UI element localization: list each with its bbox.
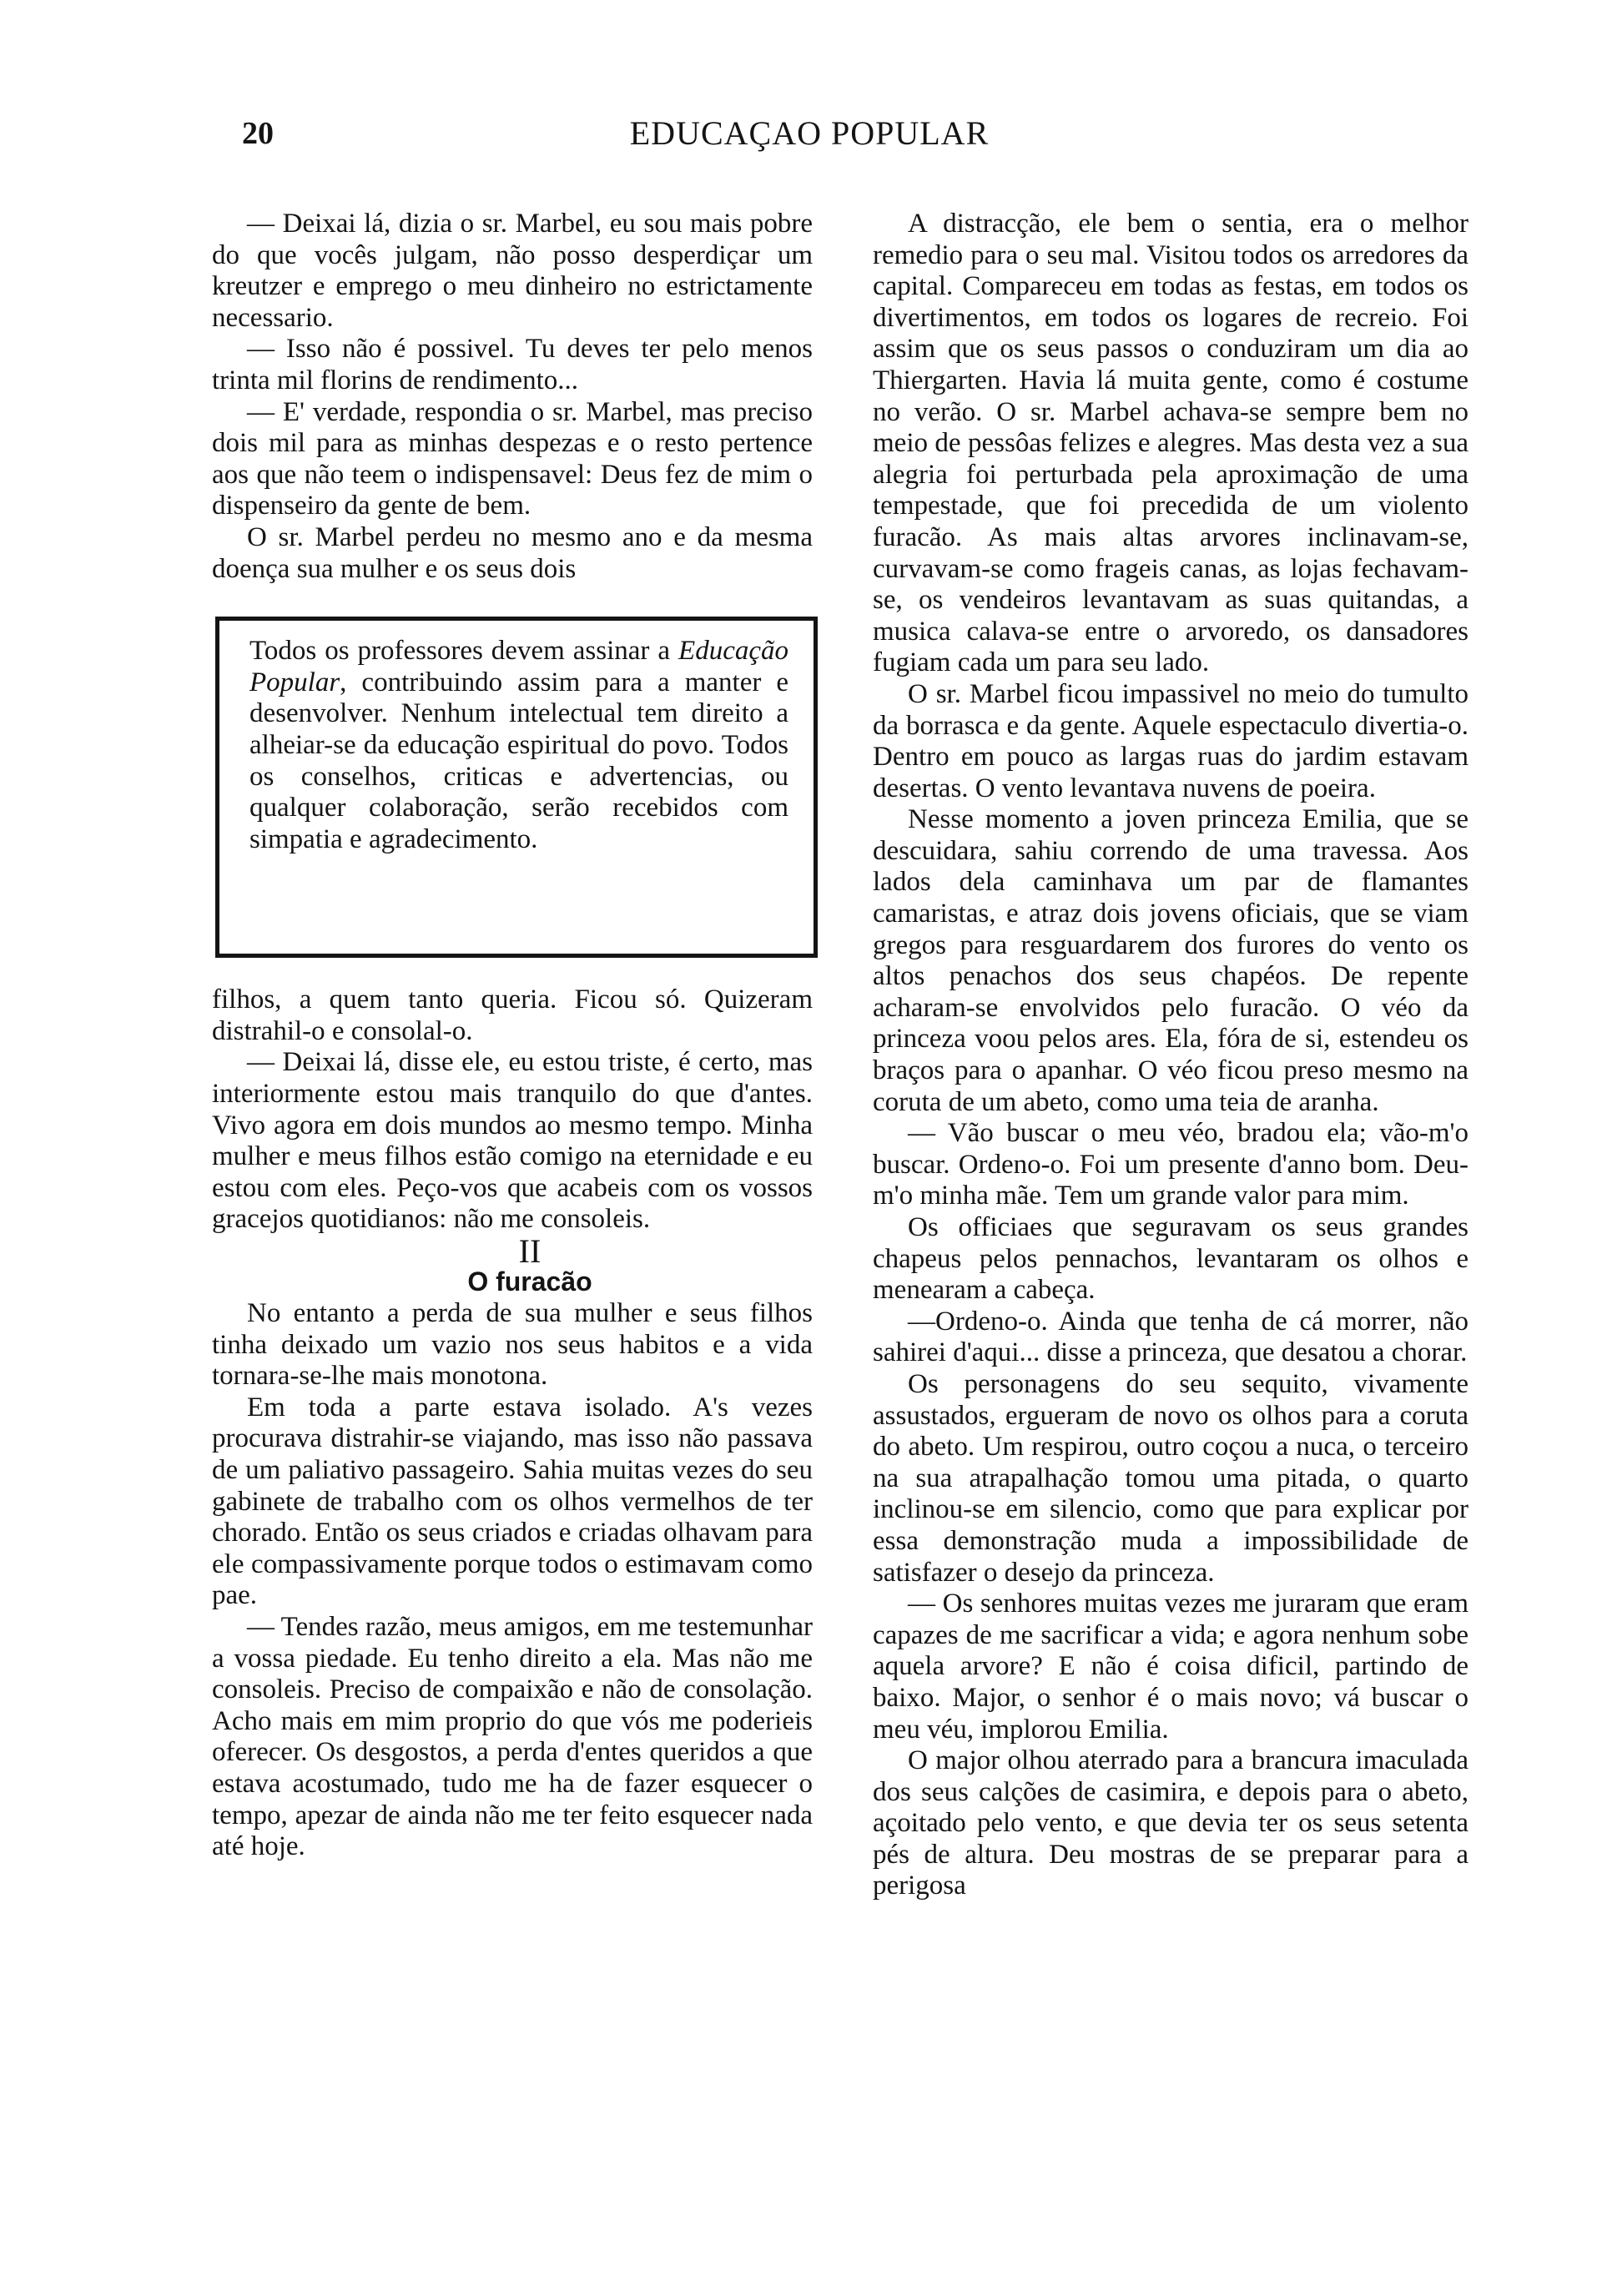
paragraph: O major olhou aterrado para a brancura imaculada dos seus calções de casimira, e depois para o abeto, açoitado pelo vento, e que devia ter os seus setenta pés de altura. Deu mostras de se preparar para a perigosa: [873, 1745, 1468, 1901]
paragraph: — Isso não é possivel. Tu deves ter pelo menos trinta mil florins de rendimento...: [212, 334, 813, 395]
paragraph: Os officiaes que seguravam os seus grandes chapeus pelos pennachos, levantaram os olhos e menearam a cabeça.: [873, 1212, 1468, 1306]
notice-text: [249, 636, 788, 855]
paragraph: —Ordeno-o. Ainda que tenha de cá morrer, não sahirei d'aqui... disse a princeza, que desatou a chorar.: [873, 1306, 1468, 1368]
paragraph: Em toda a parte estava isolado. A's vezes procurava distrahir-se viajando, mas isso não passava de um paliativo passageiro. Sahia muitas vezes do seu gabinete de trabalho com os olhos vermelhos de ter chorado. Então os seus criados e criadas olhavam para ele compassivamente porque todos o estimavam como pae.: [212, 1392, 813, 1611]
chapter-title: O furacão: [467, 1266, 592, 1297]
paragraph: O sr. Marbel ficou impassivel no meio do tumulto da borrasca e da gente. Aquele espectaculo divertia-o. Dentro em pouco as largas ruas do jardim estavam desertas. O vento levantava nuvens de poeira.: [873, 678, 1468, 803]
running-head-title: EDUCAÇAO POPULAR: [629, 114, 990, 152]
paragraph: O sr. Marbel perdeu no mesmo ano e da mesma doença sua mulher e os seus dois: [212, 521, 813, 584]
paragraph: — E' verdade, respondia o sr. Marbel, mas preciso dois mil para as minhas despezas e o resto pertence aos que não teem o indispensavel: Deus fez de mim o dispenseiro da gente de bem.: [212, 396, 813, 521]
publication-title: Educação Popular: [249, 636, 788, 697]
paragraph: Os personagens do seu sequito, vivamente assustados, ergueram de novo os olhos para a coruta do abeto. Um respirou, outro coçou a nuca, o terceiro na sua atrapalhação tomou uma pitada, o quarto inclinou-se em silencio, como que para explicar por essa demonstração muda a impossibilidade de satisfazer o desejo da princeza.: [873, 1368, 1468, 1588]
left-column: [212, 209, 813, 1863]
notice-text-end: , contribuindo assim para a manter e desenvolver. Nenhum intelectual tem direito a alheiar-se da educação espiritual do povo. Todos os conselhos, criticas e advertencias, ou qualquer colaboração, serão recebidos com simpatia e agradecimento.: [249, 667, 788, 854]
paragraph: No entanto a perda de sua mulher e seus filhos tinha deixado um vazio nos seus habitos e a vida tornara-se-lhe mais monotona.: [212, 1298, 813, 1392]
chapter-number: II: [518, 1231, 542, 1270]
paragraph: — Vão buscar o meu véo, bradou ela; vão-m'o buscar. Ordeno-o. Foi um presente d'anno bom. Deu-m'o minha mãe. Tem um grande valor para mim.: [873, 1118, 1468, 1211]
paragraph: — Deixai lá, disse ele, eu estou triste, é certo, mas interiormente estou mais tranquilo do que d'antes. Vivo agora em dois mundos ao mesmo tempo. Minha mulher e meus filhos estão comigo na eternidade e eu estou com eles. Peço-vos que acabeis com os vossos gracejos quotidianos: não me consoleis.: [212, 1047, 813, 1235]
paragraph: — Deixai lá, dizia o sr. Marbel, eu sou mais pobre do que vocês julgam, não posso desperdiçar um kreutzer e emprego o meu dinheiro no estrictamente necessario.: [212, 209, 813, 333]
page-number: 20: [242, 116, 274, 151]
notice-text-start: Todos os professores devem assinar a: [249, 636, 679, 667]
right-column: [873, 209, 1468, 1902]
subscription-notice-box: [215, 617, 818, 958]
paragraph: — Os senhores muitas vezes me juraram que eram capazes de me sacrificar a vida; e agora nenhum sobe aquela arvore? E não é coisa dificil, partindo de baixo. Major, o senhor é o mais novo; vá buscar o meu véu, implorou Emilia.: [873, 1589, 1468, 1745]
paragraph: — Tendes razão, meus amigos, em me testemunhar a vossa piedade. Eu tenho direito a ela. Mas não me consoleis. Preciso de compaixão e não de consolação. Acho mais em mim proprio do que vós me poderieis oferecer. Os desgostos, a perda d'entes queridos a que estava acostumado, tudo me ha de fazer esquecer o tempo, apezar de ainda não me ter feito esquecer nada até hoje.: [212, 1612, 813, 1862]
paragraph-continued: filhos, a quem tanto queria. Ficou só. Quizeram distrahil-o e consolal-o.: [212, 984, 813, 1046]
paragraph: A distracção, ele bem o sentia, era o melhor remedio para o seu mal. Visitou todos os arredores da capital. Compareceu em todas as festas, em todos os divertimentos, em todos os logares de recreio. Foi assim que os seus passos o conduziram um dia ao Thiergarten. Havia lá muita gente, como é costume no verão. O sr. Marbel achava-se sempre bem no meio de pessôas felizes e alegres. Mas desta vez a sua alegria foi perturbada pela aproximação de uma tempestade, que foi precedida de um violento furacão. As mais altas arvores inclinavam-se, curvavam-se como frageis canas, as lojas fechavam-se, os vendeiros levantavam as suas quitandas, a musica calava-se entre o arvoredo, os dansadores fugiam cada um para seu lado.: [873, 209, 1468, 678]
paragraph: Nesse momento a joven princeza Emilia, que se descuidara, sahiu correndo de uma travessa. Aos lados dela caminhava um par de flamantes camaristas, e atraz dois jovens oficiais, que se viam gregos para resguardarem dos furores do vento os altos penachos dos seus chapéos. De repente acharam-se envolvidos pelo furacão. O véo da princeza voou pelos ares. Ela, fóra de si, estendeu os braços para o apanhar. O véo ficou preso mesmo na coruta de um abeto, como uma teia de aranha.: [873, 804, 1468, 1117]
